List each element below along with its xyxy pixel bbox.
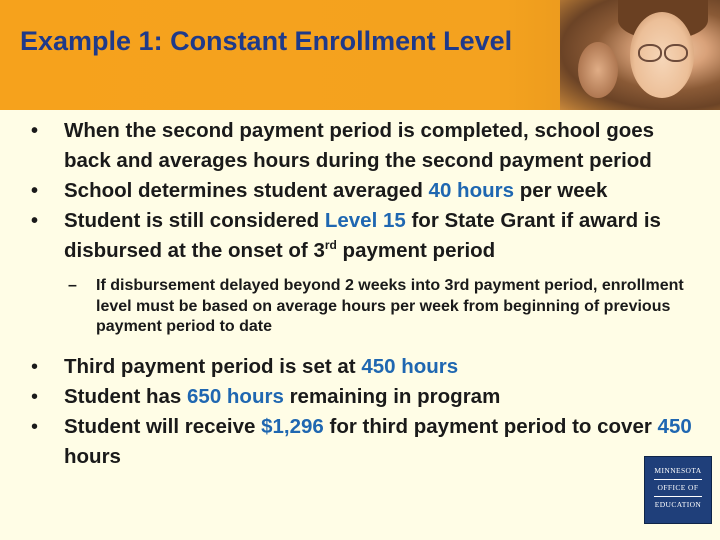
bullet-text: for State Grant if award is disbursed at the onset of 3 [64,209,661,262]
ordinal-suffix: rd [324,238,337,253]
bullet-dot: • [31,120,39,142]
highlight-value: 40 hours [428,179,514,202]
highlight-value: $1,296 [261,414,324,438]
bullet-text: School determines student averaged [64,179,429,202]
bullet-dot: • [31,355,39,378]
bullet-item [24,176,696,206]
bullet-item [24,206,696,266]
bullet-dot: • [31,415,39,438]
bullet-text: When the second payment period is completed, school goes back and averages hours during the second payment period [64,119,655,172]
highlight-value: 450 hours [361,354,459,378]
highlight-value: Level 15 [324,209,406,232]
logo-line: MINNESOTA [654,466,702,475]
children-photo [560,0,720,110]
bullet-text: for third payment period to cover [323,414,658,438]
bullet-text: Third payment period is set at [64,354,362,378]
bullet-text: payment period [336,239,496,262]
slide-title: Example 1: Constant Enrollment Level [20,26,513,56]
photo-second-child [578,42,618,98]
bullet-text: Student has [64,384,188,408]
photo-glasses-left [638,44,662,62]
bullet-item [24,382,696,412]
logo-line: EDUCATION [654,500,702,509]
bullet-text: hours [64,444,121,468]
bullet-dot: • [31,385,39,408]
sub-bullet-dash: – [68,277,77,294]
highlight-value: 650 hours [187,384,284,408]
logo-rule [654,496,702,497]
highlight-value: 450 [657,414,692,438]
slide-body [24,116,696,472]
bullet-item [24,116,696,176]
department-logo [644,456,712,524]
sub-bullet-item [24,276,696,338]
logo-rule [654,479,702,480]
bullet-dot: • [31,180,39,202]
sub-bullet-text: If disbursement delayed beyond 2 weeks into 3rd payment period, enrollment level must be based on average hours per week from beginning of previous payment period to date [96,277,684,335]
bullet-text: Student is still considered [64,209,325,232]
bullet-item [24,352,696,382]
bullet-text: remaining in program [283,384,501,408]
photo-glasses-right [664,44,688,62]
bullet-text: Student will receive [64,414,262,438]
logo-line: OFFICE OF [657,483,699,492]
bullet-text: per week [514,179,608,202]
bullet-dot: • [31,210,39,232]
bullet-item [24,412,696,472]
